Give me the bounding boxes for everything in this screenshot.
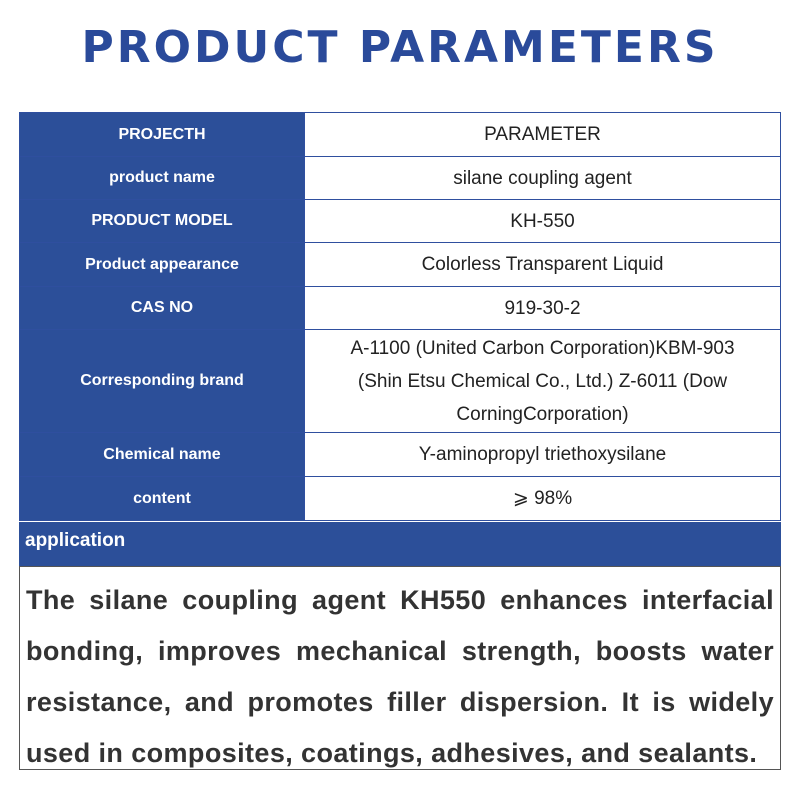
table-row <box>20 287 781 330</box>
table-row <box>20 433 781 477</box>
row-label: content <box>20 477 305 521</box>
row-value: 919-30-2 <box>305 287 781 330</box>
row-label: Product appearance <box>20 243 305 287</box>
application-text: The silane coupling agent KH550 enhances interfacial bonding, improves mechanical strength, boosts water resistance, and promotes filler dispersion. It is widely used in composites, coatings, adhesives, and sealants. <box>19 566 781 770</box>
row-value: Y-aminopropyl triethoxysilane <box>305 433 781 477</box>
parameters-table <box>19 112 781 521</box>
table-row <box>20 157 781 200</box>
row-label: Corresponding brand <box>20 330 305 433</box>
table-row <box>20 243 781 287</box>
row-label: PROJECTH <box>20 113 305 157</box>
table-row <box>20 113 781 157</box>
row-label: CAS NO <box>20 287 305 330</box>
row-value: A-1100 (United Carbon Corporation)KBM-903 (Shin Etsu Chemical Co., Ltd.) Z-6011 (Dow CorningCorporation) <box>305 330 781 433</box>
row-value: KH-550 <box>305 200 781 243</box>
row-value: Colorless Transparent Liquid <box>305 243 781 287</box>
row-value: PARAMETER <box>305 113 781 157</box>
table-row <box>20 330 781 433</box>
row-label: PRODUCT MODEL <box>20 200 305 243</box>
row-value: ⩾ 98% <box>305 477 781 521</box>
page-title: PRODUCT PARAMETERS <box>81 22 719 73</box>
row-value: silane coupling agent <box>305 157 781 200</box>
row-label: product name <box>20 157 305 200</box>
table-row <box>20 477 781 521</box>
application-heading: application <box>19 522 781 566</box>
row-label: Chemical name <box>20 433 305 477</box>
table-row <box>20 200 781 243</box>
